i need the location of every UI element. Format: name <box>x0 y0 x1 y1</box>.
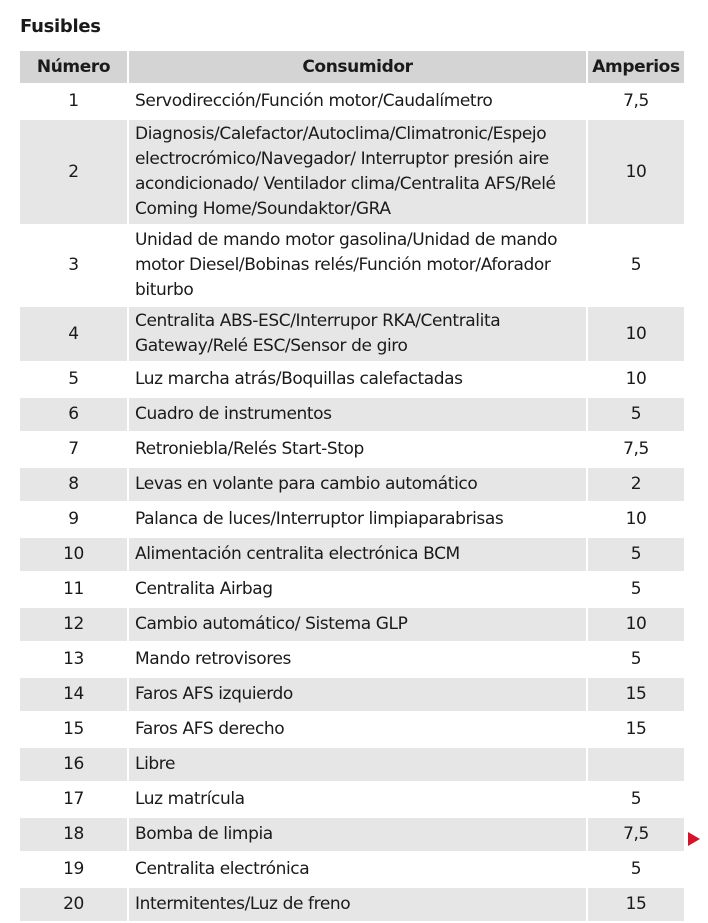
fuse-number: 4 <box>20 306 128 362</box>
fuse-number: 10 <box>20 537 128 572</box>
table-row <box>20 677 684 712</box>
fuse-amperes: 7,5 <box>587 84 684 119</box>
fuse-amperes: 7,5 <box>587 817 684 852</box>
fuse-consumer: Faros AFS derecho <box>128 712 587 747</box>
fuse-number: 7 <box>20 432 128 467</box>
fuse-number: 17 <box>20 782 128 817</box>
fuse-consumer: Cambio automático/ Sistema GLP <box>128 607 587 642</box>
fuse-number: 18 <box>20 817 128 852</box>
fuse-consumer: Centralita ABS-ESC/Interrupor RKA/Centralita Gateway/Relé ESC/Sensor de giro <box>128 306 587 362</box>
fuse-amperes: 10 <box>587 607 684 642</box>
fuse-number: 5 <box>20 362 128 397</box>
table-row <box>20 432 684 467</box>
column-header-amperes: Amperios <box>587 51 684 84</box>
fuse-amperes <box>587 747 684 782</box>
fuse-number: 13 <box>20 642 128 677</box>
fuse-number: 2 <box>20 119 128 225</box>
fuse-number: 8 <box>20 467 128 502</box>
fuse-consumer: Retroniebla/Relés Start-Stop <box>128 432 587 467</box>
triangle-right-icon[interactable] <box>688 832 700 846</box>
fuse-number: 14 <box>20 677 128 712</box>
table-row <box>20 467 684 502</box>
fuse-consumer: Bomba de limpia <box>128 817 587 852</box>
fuse-amperes: 10 <box>587 119 684 225</box>
table-header-row <box>20 51 684 84</box>
table-row <box>20 306 684 362</box>
fuse-number: 9 <box>20 502 128 537</box>
fuse-consumer: Cuadro de instrumentos <box>128 397 587 432</box>
fuse-number: 11 <box>20 572 128 607</box>
fuse-consumer: Faros AFS izquierdo <box>128 677 587 712</box>
table-row <box>20 537 684 572</box>
fuse-amperes: 10 <box>587 362 684 397</box>
fuse-consumer: Levas en volante para cambio automático <box>128 467 587 502</box>
fuse-consumer: Libre <box>128 747 587 782</box>
fuse-number: 3 <box>20 225 128 306</box>
fuse-amperes: 5 <box>587 537 684 572</box>
fuse-number: 19 <box>20 852 128 887</box>
fuse-amperes: 15 <box>587 887 684 922</box>
fuse-amperes: 5 <box>587 397 684 432</box>
column-header-consumer: Consumidor <box>128 51 587 84</box>
fuse-amperes: 5 <box>587 782 684 817</box>
table-row <box>20 502 684 537</box>
fuse-amperes: 5 <box>587 572 684 607</box>
fuse-amperes: 5 <box>587 852 684 887</box>
fuse-consumer: Centralita Airbag <box>128 572 587 607</box>
fuse-consumer: Unidad de mando motor gasolina/Unidad de mando motor Diesel/Bobinas relés/Función motor/Aforador biturbo <box>128 225 587 306</box>
table-row <box>20 607 684 642</box>
table-row <box>20 887 684 922</box>
column-header-number: Número <box>20 51 128 84</box>
fuse-consumer: Alimentación centralita electrónica BCM <box>128 537 587 572</box>
table-row <box>20 572 684 607</box>
fuse-amperes: 5 <box>587 642 684 677</box>
table-row <box>20 852 684 887</box>
table-row <box>20 397 684 432</box>
table-row <box>20 782 684 817</box>
fuse-consumer: Diagnosis/Calefactor/Autoclima/Climatronic/Espejo electrocrómico/Navegador/ Interruptor presión aire acondicionado/ Ventilador clima/Centralita AFS/Relé Coming Home/Soundaktor/GRA <box>128 119 587 225</box>
table-row <box>20 119 684 225</box>
fuse-amperes: 15 <box>587 677 684 712</box>
table-row <box>20 362 684 397</box>
table-row <box>20 225 684 306</box>
fuse-amperes: 10 <box>587 306 684 362</box>
fuse-amperes: 2 <box>587 467 684 502</box>
fuse-number: 12 <box>20 607 128 642</box>
fuse-table <box>20 51 684 923</box>
fuse-amperes: 5 <box>587 225 684 306</box>
fuse-amperes: 10 <box>587 502 684 537</box>
fuse-number: 1 <box>20 84 128 119</box>
fuse-amperes: 15 <box>587 712 684 747</box>
fuse-consumer: Luz marcha atrás/Boquillas calefactadas <box>128 362 587 397</box>
fuse-consumer: Luz matrícula <box>128 782 587 817</box>
table-row <box>20 84 684 119</box>
fuse-consumer: Intermitentes/Luz de freno <box>128 887 587 922</box>
fuse-consumer: Mando retrovisores <box>128 642 587 677</box>
table-row <box>20 747 684 782</box>
section-title: Fusibles <box>20 16 101 37</box>
table-row <box>20 642 684 677</box>
fuse-amperes: 7,5 <box>587 432 684 467</box>
fuse-number: 16 <box>20 747 128 782</box>
fuse-number: 6 <box>20 397 128 432</box>
fuse-number: 15 <box>20 712 128 747</box>
fuse-consumer: Servodirección/Función motor/Caudalímetro <box>128 84 587 119</box>
fuse-consumer: Palanca de luces/Interruptor limpiaparabrisas <box>128 502 587 537</box>
table-row <box>20 817 684 852</box>
table-row <box>20 712 684 747</box>
fuse-number: 20 <box>20 887 128 922</box>
fuse-consumer: Centralita electrónica <box>128 852 587 887</box>
